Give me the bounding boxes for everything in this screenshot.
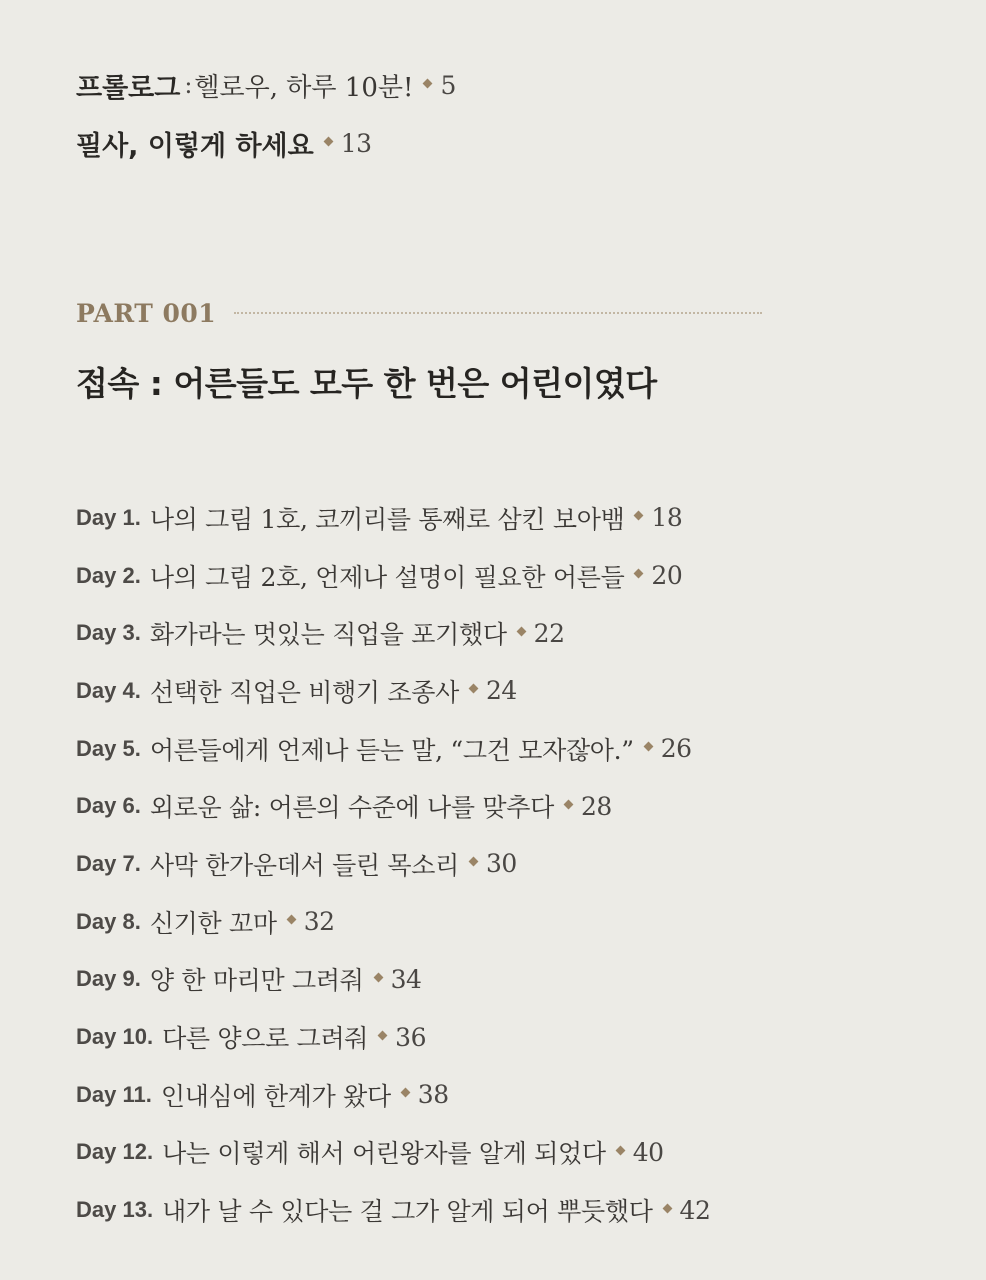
chapter-page-number: 20 (651, 561, 683, 591)
prologue-separator: : (184, 71, 193, 99)
chapter-entry[interactable] (76, 951, 956, 1009)
chapter-page-number: 30 (485, 849, 517, 879)
part-header (76, 293, 762, 333)
chapter-title: 나의 그림 1호, 코끼리를 통째로 삼킨 보아뱀 (149, 504, 625, 534)
chapter-entry[interactable] (76, 1181, 956, 1239)
day-label: Day 5. (76, 735, 141, 761)
day-label: Day 4. (76, 677, 141, 703)
how-to-page-number: 13 (340, 128, 372, 158)
chapter-title: 나의 그림 2호, 언제나 설명이 필요한 어른들 (149, 562, 625, 592)
chapter-page-number: 26 (660, 734, 692, 764)
how-to-title: 필사, 이렇게 하세요 (76, 130, 314, 162)
chapter-page-number: 38 (417, 1080, 449, 1110)
prologue-page-number: 5 (440, 70, 456, 100)
chapter-title: 사막 한가운데서 들린 목소리 (149, 850, 459, 880)
diamond-bullet-icon (373, 972, 383, 982)
chapter-title: 다른 양으로 그려줘 (162, 1024, 369, 1054)
part-label: PART 001 (76, 298, 217, 328)
chapter-page-number: 28 (580, 791, 612, 821)
diamond-bullet-icon (634, 511, 644, 521)
chapter-entry[interactable] (76, 777, 956, 835)
how-to-entry[interactable] (76, 114, 456, 172)
diamond-bullet-icon (400, 1088, 410, 1098)
diamond-bullet-icon (662, 1203, 672, 1213)
diamond-bullet-icon (634, 569, 644, 579)
day-label: Day 7. (76, 850, 141, 876)
chapter-entry[interactable] (76, 547, 956, 605)
chapter-page-number: 32 (303, 907, 335, 937)
dotted-divider (234, 312, 762, 314)
chapter-title: 인내심에 한계가 왔다 (160, 1081, 391, 1111)
day-label: Day 10. (76, 1024, 154, 1050)
diamond-bullet-icon (469, 857, 479, 867)
chapter-page-number: 22 (533, 618, 565, 648)
chapter-page-number: 24 (485, 676, 517, 706)
prologue-label: 프롤로그 (76, 72, 181, 104)
part-title: 접속 : 어른들도 모두 한 번은 어린이였다 (76, 364, 657, 403)
day-label: Day 6. (76, 793, 141, 819)
chapter-entry[interactable] (76, 604, 956, 662)
chapter-entry[interactable] (76, 1066, 956, 1124)
day-label: Day 8. (76, 908, 141, 934)
chapter-title: 신기한 꼬마 (149, 908, 277, 938)
prologue-entry[interactable] (76, 56, 456, 114)
chapter-page-number: 40 (632, 1137, 664, 1167)
chapter-entry[interactable] (76, 489, 956, 547)
diamond-bullet-icon (323, 136, 333, 146)
chapter-title: 내가 날 수 있다는 걸 그가 알게 되어 뿌듯했다 (162, 1197, 653, 1227)
chapter-list (76, 489, 956, 1239)
chapter-page-number: 18 (651, 503, 683, 533)
chapter-title: 외로운 삶: 어른의 수준에 나를 맞추다 (149, 793, 554, 823)
chapter-entry[interactable] (76, 1008, 956, 1066)
day-label: Day 9. (76, 966, 141, 992)
diamond-bullet-icon (469, 684, 479, 694)
chapter-page-number: 42 (679, 1195, 711, 1225)
day-label: Day 2. (76, 562, 141, 588)
diamond-bullet-icon (286, 915, 296, 925)
diamond-bullet-icon (516, 626, 526, 636)
diamond-bullet-icon (615, 1145, 625, 1155)
chapter-entry[interactable] (76, 893, 956, 951)
chapter-entry[interactable] (76, 835, 956, 893)
day-label: Day 11. (76, 1081, 152, 1107)
diamond-bullet-icon (423, 78, 433, 88)
chapter-page-number: 34 (390, 964, 422, 994)
chapter-title: 화가라는 멋있는 직업을 포기했다 (149, 620, 507, 650)
chapter-title: 어른들에게 언제나 듣는 말, “그건 모자잖아.” (149, 735, 634, 765)
prologue-title: 헬로우, 하루 10분! (194, 72, 414, 103)
chapter-title: 나는 이렇게 해서 어린왕자를 알게 되었다 (162, 1139, 606, 1169)
chapter-entry[interactable] (76, 662, 956, 720)
intro-section (76, 56, 456, 172)
diamond-bullet-icon (643, 742, 653, 752)
chapter-title: 양 한 마리만 그려줘 (149, 966, 364, 996)
day-label: Day 13. (76, 1197, 154, 1223)
chapter-title: 선택한 직업은 비행기 조종사 (149, 677, 459, 707)
day-label: Day 3. (76, 620, 141, 646)
day-label: Day 12. (76, 1139, 154, 1165)
diamond-bullet-icon (378, 1030, 388, 1040)
diamond-bullet-icon (563, 799, 573, 809)
chapter-entry[interactable] (76, 720, 956, 778)
day-label: Day 1. (76, 504, 141, 530)
chapter-entry[interactable] (76, 1124, 956, 1182)
chapter-page-number: 36 (395, 1022, 426, 1052)
